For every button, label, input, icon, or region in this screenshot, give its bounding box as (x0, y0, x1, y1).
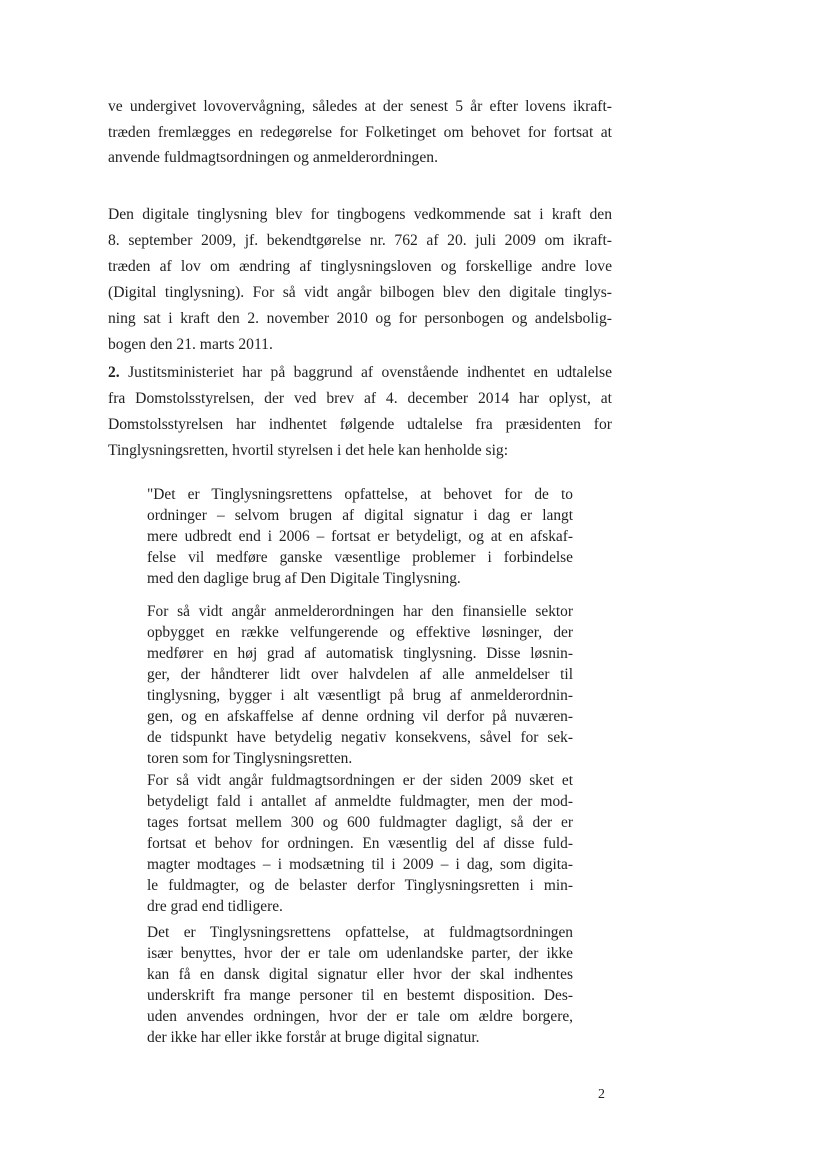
quote-line: tages fortsat mellem 300 og 600 fuldmagter dagligt, så der er (147, 814, 573, 831)
quote-line: magter modtages – i modsætning til i 2009 – i dag, som digita- (147, 856, 573, 873)
quote-line: uden anvendes ordningen, hvor der er tale om ældre borgere, (147, 1008, 573, 1025)
quote-line: opbygget en række velfungerende og effektive løsninger, der (147, 624, 573, 641)
body-line: Den digitale tinglysning blev for tingbogens vedkommende sat i kraft den (108, 206, 612, 223)
quote-line: le fuldmagter, og de belaster derfor Tinglysningsretten i min- (147, 877, 573, 894)
body-line: anvende fuldmagtsordningen og anmelderordningen. (108, 149, 438, 166)
quote-line: "Det er Tinglysningsrettens opfattelse, at behovet for de to (147, 486, 573, 503)
quote-line: gen, og en afskaffelse af denne ordning vil derfor på nuværen- (147, 708, 573, 725)
section-number: 2. (108, 364, 120, 381)
quote-line: især benyttes, hvor der er tale om udenlandske parter, der ikke (147, 945, 573, 962)
body-line: bogen den 21. marts 2011. (108, 336, 273, 353)
body-line: (Digital tinglysning). For så vidt angår bilbogen blev den digitale tinglys- (108, 284, 612, 301)
body-line: fra Domstolsstyrelsen, der ved brev af 4. december 2014 har oplyst, at (108, 390, 612, 407)
quote-line: For så vidt angår anmelderordningen har den finansielle sektor (147, 603, 573, 620)
quote-line: fortsat et behov for ordningen. En væsentlig del af disse fuld- (147, 835, 573, 852)
quote-line: For så vidt angår fuldmagtsordningen er der siden 2009 sket et (147, 772, 573, 789)
body-line: Tinglysningsretten, hvortil styrelsen i det hele kan henholde sig: (108, 442, 509, 459)
page-number: 2 (598, 1087, 605, 1102)
quote-line: toren som for Tinglysningsretten. (147, 750, 353, 767)
body-line-text: Justitsministeriet har på baggrund af ovenstående indhentet en udtalelse (119, 364, 612, 381)
body-line: 8. september 2009, jf. bekendtgørelse nr. 762 af 20. juli 2009 om ikraft- (108, 232, 612, 249)
body-line (108, 364, 612, 382)
quote-line: felse vil medføre ganske væsentlige problemer i forbindelse (147, 549, 573, 566)
quote-line: mere udbredt end i 2006 – fortsat er betydeligt, og at en afskaf- (147, 528, 573, 545)
quote-line: de tidspunkt have betydelig negativ konsekvens, såvel for sek- (147, 729, 573, 746)
body-line: træden af lov om ændring af tinglysningsloven og forskellige andre love (108, 258, 612, 275)
body-line: ning sat i kraft den 2. november 2010 og for personbogen og andelsbolig- (108, 310, 612, 327)
quote-line: tinglysning, bygger i alt væsentligt på brug af anmelderordnin- (147, 687, 573, 704)
body-line: ve undergivet lovovervågning, således at der senest 5 år efter lovens ikraft- (108, 98, 612, 115)
quote-line: dre grad end tidligere. (147, 898, 283, 915)
quote-line: kan få en dansk digital signatur eller hvor der skal indhentes (147, 966, 573, 983)
quote-line: Det er Tinglysningsrettens opfattelse, at fuldmagtsordningen (147, 924, 573, 941)
quote-line: medfører en høj grad af automatisk tinglysning. Disse løsnin- (147, 645, 573, 662)
quote-line: ger, der håndterer lidt over halvdelen af alle anmeldelser til (147, 666, 573, 683)
quote-line: med den daglige brug af Den Digitale Tinglysning. (147, 570, 461, 587)
quote-line: betydeligt fald i antallet af anmeldte fuldmagter, men der mod- (147, 793, 573, 810)
quote-line: der ikke har eller ikke forstår at bruge digital signatur. (147, 1029, 480, 1046)
body-line: Domstolsstyrelsen har indhentet følgende udtalelse fra præsidenten for (108, 416, 612, 433)
body-line: træden fremlægges en redegørelse for Folketinget om behovet for fortsat at (108, 124, 612, 141)
quote-line: ordninger – selvom brugen af digital signatur i dag er langt (147, 507, 573, 524)
quote-line: underskrift fra mange personer til en bestemt disposition. Des- (147, 987, 573, 1004)
